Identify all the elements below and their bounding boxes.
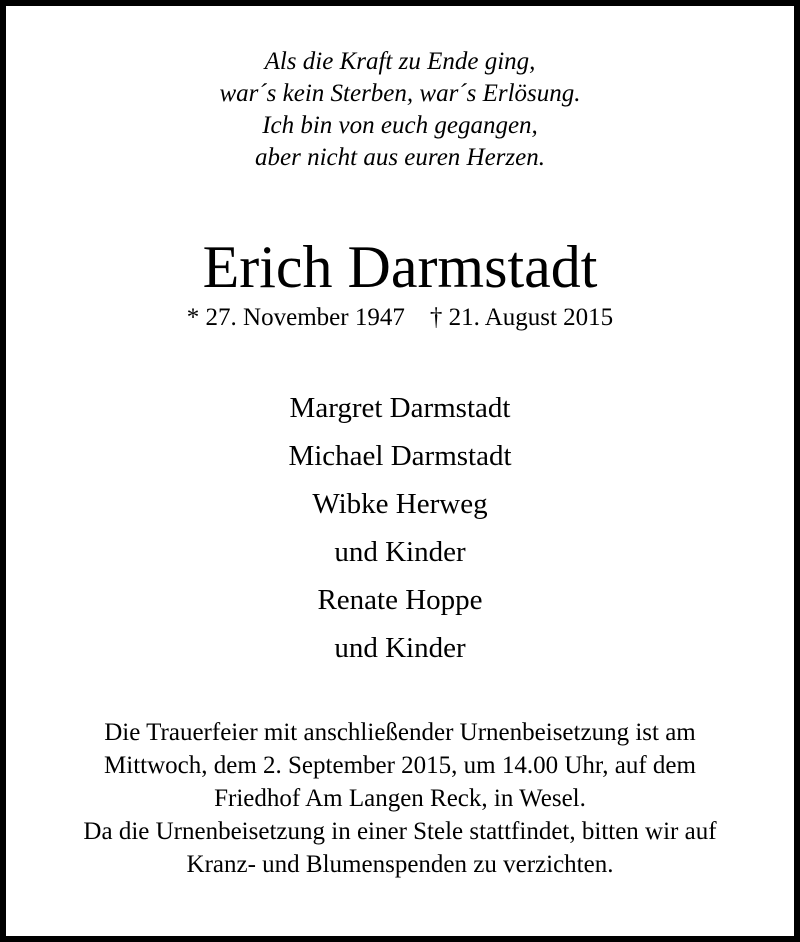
birth-date: * 27. November 1947	[186, 304, 405, 331]
poem-line: Als die Kraft zu Ende ging,	[264, 48, 536, 75]
notice-line: Mittwoch, dem 2. September 2015, um 14.00 Uhr, auf dem	[104, 752, 696, 779]
notice-line: Friedhof Am Langen Reck, in Wesel.	[214, 785, 586, 812]
memorial-poem	[6, 46, 794, 174]
death-date: † 21. August 2015	[429, 304, 614, 331]
mourner-name: und Kinder	[334, 632, 466, 664]
mourner-name: Wibke Herweg	[312, 488, 488, 520]
mourner-name: Renate Hoppe	[317, 584, 483, 616]
funeral-notice	[6, 716, 794, 881]
mourner-name: Margret Darmstadt	[289, 392, 511, 424]
poem-line: Ich bin von euch gegangen,	[262, 112, 538, 139]
poem-line: aber nicht aus euren Herzen.	[255, 144, 545, 171]
notice-line: Die Trauerfeier mit anschließender Urnenbeisetzung ist am	[104, 719, 696, 746]
mourners-list	[6, 384, 794, 672]
poem-line: war´s kein Sterben, war´s Erlösung.	[219, 80, 581, 107]
notice-line: Kranz- und Blumenspenden zu verzichten.	[186, 851, 614, 878]
life-dates	[6, 303, 794, 333]
notice-line: Da die Urnenbeisetzung in einer Stele stattfindet, bitten wir auf	[83, 818, 717, 845]
mourner-name: Michael Darmstadt	[288, 440, 512, 472]
mourner-name: und Kinder	[334, 536, 466, 568]
deceased-name: Erich Darmstadt	[202, 234, 598, 300]
